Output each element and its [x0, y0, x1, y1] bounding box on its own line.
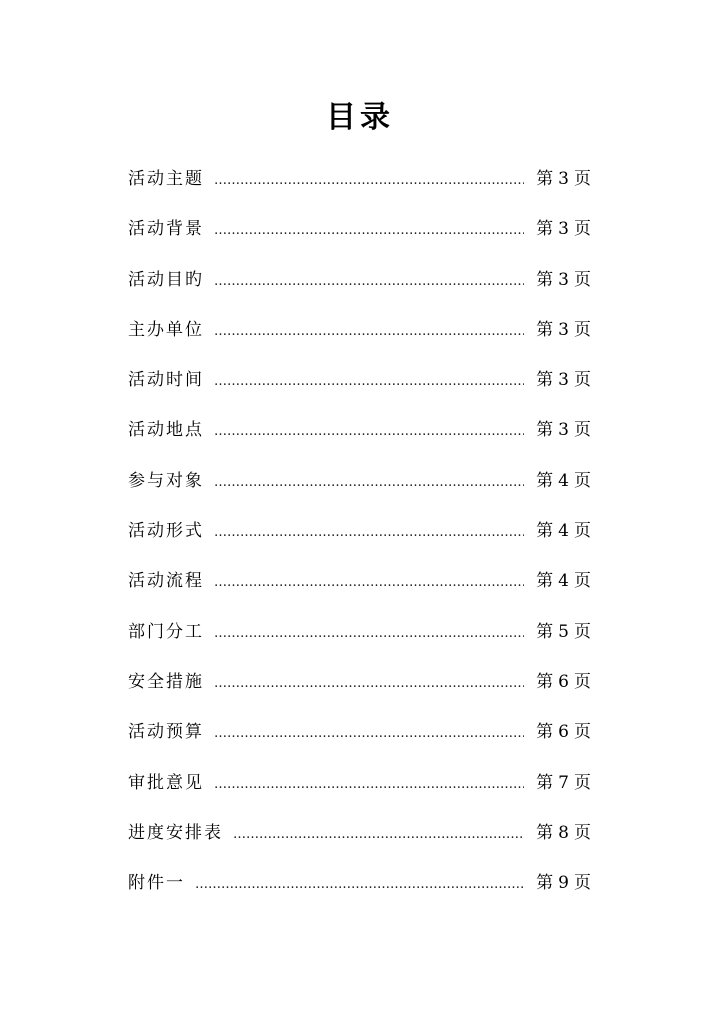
- toc-entry-page: [536, 512, 591, 550]
- page-title: 目录: [326, 100, 394, 135]
- toc-leader-dots: [214, 162, 524, 200]
- page-number: 4: [558, 470, 569, 491]
- page-suffix: 页: [574, 671, 591, 692]
- page-number: 4: [558, 521, 569, 542]
- toc-entry-page: [536, 864, 591, 902]
- toc-leader-dots: [214, 665, 524, 703]
- toc-entry: [128, 210, 591, 260]
- toc-entry: [128, 613, 591, 663]
- toc-entry-label: 活动目旳: [128, 269, 204, 290]
- toc-leader-dots: [214, 263, 524, 301]
- toc-entry: [128, 864, 591, 914]
- page-suffix: 页: [574, 169, 591, 189]
- toc-entry: [128, 361, 591, 411]
- toc-entry-page: [536, 764, 591, 802]
- toc-entry-label: 附件一: [128, 873, 185, 894]
- toc-leader-dots: [214, 212, 524, 250]
- toc-entry-label: 活动背景: [128, 219, 204, 240]
- page-suffix: 页: [574, 370, 591, 391]
- toc-entry-page: [536, 210, 591, 248]
- page-number: 5: [558, 621, 569, 642]
- toc-leader-dots: [214, 313, 524, 351]
- toc-leader-dots: [214, 564, 524, 602]
- page-number: 8: [558, 822, 569, 843]
- page-prefix: 第: [536, 219, 554, 240]
- toc-entry: [128, 462, 591, 512]
- toc-entry: [128, 512, 591, 562]
- toc-entry-label: 活动形式: [128, 521, 204, 542]
- toc-entry: [128, 411, 591, 461]
- toc-entry-label: 活动流程: [128, 571, 204, 592]
- page-prefix: 第: [536, 621, 554, 642]
- toc-entry-page: [536, 713, 591, 751]
- toc-entry-page: [536, 160, 591, 198]
- toc-entry: [128, 764, 591, 814]
- page-prefix: 第: [536, 722, 554, 743]
- toc-entry: [128, 261, 591, 311]
- page-prefix: 第: [536, 470, 554, 491]
- toc-entry-label: 参与对象: [128, 470, 204, 491]
- toc-leader-dots: [214, 615, 524, 653]
- toc-entry-page: [536, 663, 591, 701]
- toc-entry-label: 活动预算: [128, 722, 204, 743]
- page-number: 3: [558, 319, 569, 340]
- toc-entry-label: 活动地点: [128, 420, 204, 441]
- page-suffix: 页: [574, 470, 591, 491]
- table-of-contents: [128, 160, 591, 914]
- page-suffix: 页: [574, 621, 591, 642]
- page-number: 3: [558, 420, 569, 441]
- page-prefix: 第: [536, 169, 554, 189]
- page-prefix: 第: [536, 370, 554, 391]
- page-prefix: 第: [536, 772, 554, 793]
- page-suffix: 页: [574, 873, 591, 894]
- page-number: 6: [558, 722, 569, 743]
- page-suffix: 页: [574, 269, 591, 290]
- toc-leader-dots: [214, 715, 524, 753]
- page-suffix: 页: [574, 571, 591, 592]
- page-number: 6: [558, 671, 569, 692]
- toc-entry-label: 活动主题: [128, 169, 204, 189]
- page-prefix: 第: [536, 571, 554, 592]
- toc-entry: [128, 160, 591, 210]
- toc-entry-page: [536, 814, 591, 852]
- page-suffix: 页: [574, 420, 591, 441]
- toc-leader-dots: [214, 413, 524, 451]
- toc-entry-label: 部门分工: [128, 621, 204, 642]
- page-suffix: 页: [574, 219, 591, 240]
- toc-entry: [128, 713, 591, 763]
- page-prefix: 第: [536, 269, 554, 290]
- page-number: 4: [558, 571, 569, 592]
- toc-entry-label: 进度安排表: [128, 822, 223, 843]
- page-suffix: 页: [574, 822, 591, 843]
- toc-entry-page: [536, 613, 591, 651]
- toc-leader-dots: [214, 514, 524, 552]
- page-prefix: 第: [536, 873, 554, 894]
- toc-entry-label: 审批意见: [128, 772, 204, 793]
- toc-entry-label: 安全措施: [128, 671, 204, 692]
- toc-entry: [128, 311, 591, 361]
- page-number: 3: [558, 169, 569, 189]
- page-number: 9: [558, 873, 569, 894]
- page-prefix: 第: [536, 521, 554, 542]
- toc-entry: [128, 814, 591, 864]
- page-number: 3: [558, 219, 569, 240]
- toc-leader-dots: [195, 866, 524, 904]
- page-prefix: 第: [536, 822, 554, 843]
- page-number: 3: [558, 370, 569, 391]
- page-suffix: 页: [574, 521, 591, 542]
- toc-entry-page: [536, 311, 591, 349]
- toc-leader-dots: [233, 816, 524, 854]
- page-suffix: 页: [574, 319, 591, 340]
- toc-entry-page: [536, 361, 591, 399]
- toc-entry-label: 主办单位: [128, 319, 204, 340]
- page-prefix: 第: [536, 319, 554, 340]
- toc-entry: [128, 663, 591, 713]
- page-prefix: 第: [536, 420, 554, 441]
- toc-entry-page: [536, 462, 591, 500]
- page-suffix: 页: [574, 722, 591, 743]
- toc-leader-dots: [214, 363, 524, 401]
- page-prefix: 第: [536, 671, 554, 692]
- toc-entry-page: [536, 261, 591, 299]
- toc-entry-label: 活动时间: [128, 370, 204, 391]
- page-number: 7: [558, 772, 569, 793]
- page-suffix: 页: [574, 772, 591, 793]
- toc-entry-page: [536, 411, 591, 449]
- toc-leader-dots: [214, 766, 524, 804]
- toc-entry: [128, 562, 591, 612]
- page-number: 3: [558, 269, 569, 290]
- toc-leader-dots: [214, 464, 524, 502]
- toc-entry-page: [536, 562, 591, 600]
